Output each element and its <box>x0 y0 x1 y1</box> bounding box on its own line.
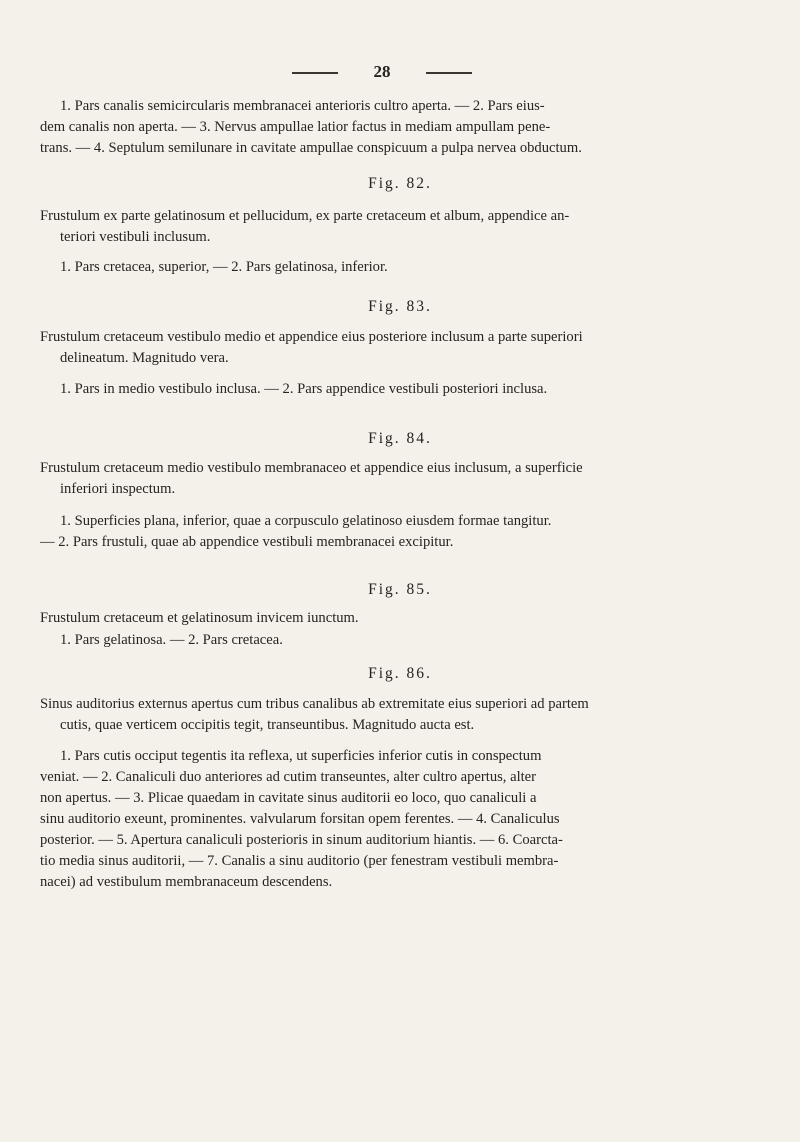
figure-title: Fig. 85. <box>368 581 432 598</box>
description-line: cutis, quae verticem occipitis tegit, transeuntibus. Magnitudo aucta est. <box>60 717 475 733</box>
legend-line: non apertus. — 3. Plicae quaedam in cavitate sinus auditorii eo loco, quo canaliculi a <box>40 790 537 806</box>
description-line: inferiori inspectum. <box>60 481 176 497</box>
intro-legend <box>40 96 768 159</box>
figure-description <box>40 327 768 369</box>
figure-description <box>40 694 768 736</box>
legend-line: veniat. — 2. Canaliculi duo anteriores ad cutim transeuntes, alter cultro apertus, alter <box>40 769 537 785</box>
description-line: Frustulum cretaceum medio vestibulo membranaceo et appendice eius inclusum, a superficie <box>40 460 583 476</box>
header-rule-left <box>292 72 338 74</box>
legend-line: nacei) ad vestibulum membranaceum descendens. <box>40 874 333 890</box>
figure-legend <box>40 746 768 893</box>
description-line: delineatum. Magnitudo vera. <box>60 350 229 366</box>
legend-line: posterior. — 5. Apertura canaliculi posterioris in sinum auditorium hiantis. — 6. Coarcta- <box>40 832 563 848</box>
figure-legend <box>40 511 768 553</box>
description-line: Sinus auditorius externus apertus cum tribus canalibus ab extremitate eius superiori ad partem <box>40 696 589 712</box>
legend-line: sinu auditorio exeunt, prominentes. valvularum forsitan opem ferentes. — 4. Canaliculus <box>40 811 560 827</box>
legend-line: 1. Pars cretacea, superior, — 2. Pars gelatinosa, inferior. <box>60 259 388 275</box>
figure-title: Fig. 82. <box>368 175 432 192</box>
legend-line: 1. Pars gelatinosa. — 2. Pars cretacea. <box>60 632 283 648</box>
page-number: 28 <box>373 62 391 81</box>
figure-title: Fig. 84. <box>368 430 432 447</box>
legend-line: 1. Pars cutis occiput tegentis ita reflexa, ut superficies inferior cutis in conspectum <box>60 748 542 764</box>
figure-legend <box>40 379 768 400</box>
description-line: teriori vestibuli inclusum. <box>60 229 211 245</box>
page-header <box>0 62 800 86</box>
legend-line: 1. Pars in medio vestibulo inclusa. — 2. Pars appendice vestibuli posteriori inclusa. <box>60 381 548 397</box>
figure-legend <box>40 630 768 651</box>
figure-title: Fig. 86. <box>368 665 432 682</box>
intro-line: dem canalis non aperta. — 3. Nervus ampullae latior factus in mediam ampullam pene- <box>40 119 551 135</box>
figure-description <box>40 206 768 248</box>
intro-line: trans. — 4. Septulum semilunare in cavitate ampullae conspicuum a pulpa nervea obductum. <box>40 140 582 156</box>
figure-description <box>40 458 768 500</box>
description-line: Frustulum cretaceum et gelatinosum invicem iunctum. <box>40 610 359 626</box>
figure-description <box>40 608 768 629</box>
figure-title: Fig. 83. <box>368 298 432 315</box>
header-rule-right <box>426 72 472 74</box>
figure-legend <box>40 257 768 278</box>
description-line: Frustulum ex parte gelatinosum et pellucidum, ex parte cretaceum et album, appendice an- <box>40 208 570 224</box>
legend-line: — 2. Pars frustuli, quae ab appendice vestibuli membranacei excipitur. <box>40 534 454 550</box>
legend-line: tio media sinus auditorii, — 7. Canalis a sinu auditorio (per fenestram vestibuli membra- <box>40 853 559 869</box>
intro-line: 1. Pars canalis semicircularis membranacei anterioris cultro aperta. — 2. Pars eius- <box>60 98 545 114</box>
description-line: Frustulum cretaceum vestibulo medio et appendice eius posteriore inclusum a parte superiori <box>40 329 583 345</box>
legend-line: 1. Superficies plana, inferior, quae a corpusculo gelatinoso eiusdem formae tangitur. <box>60 513 552 529</box>
